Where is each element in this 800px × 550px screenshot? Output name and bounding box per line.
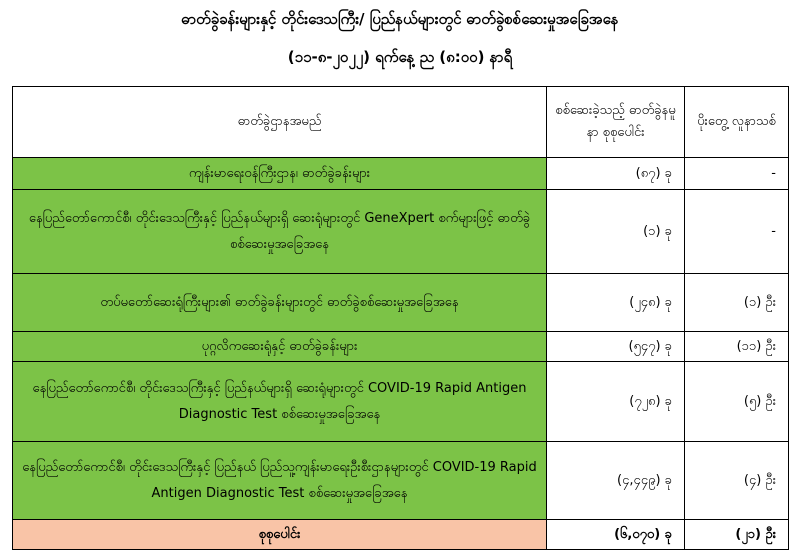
table-row — [13, 332, 789, 362]
header-found: ပိုးတွေ့ လူနာသစ် — [685, 87, 789, 158]
lab-name-cell: ပုဂ္ဂလိကဆေးရုံနှင့် ဓာတ်ခွဲခန်းများ — [13, 332, 547, 362]
lab-test-table — [12, 86, 789, 550]
lab-name-cell: ကျန်းမာရေးဝန်ကြီးဌာန၊ ဓာတ်ခွဲခန်းများ — [13, 158, 547, 190]
table-row — [13, 190, 789, 274]
report-title: ဓာတ်ခွဲခန်းများနှင့် တိုင်းဒေသကြီး/ ပြည်နယ်များတွင် ဓာတ်ခွဲစစ်ဆေးမှုအခြေအနေ — [181, 10, 619, 28]
lab-name-cell: နေပြည်တော်ကောင်စီ၊ တိုင်းဒေသကြီးနှင့် ပြည်နယ်များရှိ ဆေးရုံများတွင် GeneXpert စက်များဖြင့် ဓာတ်ခွဲစစ်ဆေးမှုအခြေအနေ — [13, 190, 547, 274]
total-row — [13, 520, 789, 550]
table-row — [13, 362, 789, 442]
found-cell: (၁) ဦး — [685, 274, 789, 332]
tested-cell: (၁) ခု — [547, 190, 685, 274]
tested-cell: (၅၄၇) ခု — [547, 332, 685, 362]
table-row — [13, 274, 789, 332]
table-row — [13, 442, 789, 520]
table-header-row — [13, 87, 789, 158]
lab-name-cell: နေပြည်တော်ကောင်စီ၊ တိုင်းဒေသကြီးနှင့် ပြည်နယ် ပြည်သူ့ကျန်းမာရေးဦးစီးဌာနများတွင် COVID-19 Rapid Antigen Diagnostic Test စစ်ဆေးမှုအခြေအနေ — [13, 442, 547, 520]
found-cell: - — [685, 158, 789, 190]
lab-name-cell: တပ်မတော်ဆေးရုံကြီးများ၏ ဓာတ်ခွဲခန်းများတွင် ဓာတ်ခွဲစစ်ဆေးမှုအခြေအနေ — [13, 274, 547, 332]
tested-cell: (၈၇) ခု — [547, 158, 685, 190]
found-cell: (၄) ဦး — [685, 442, 789, 520]
found-cell: - — [685, 190, 789, 274]
lab-name-cell: နေပြည်တော်ကောင်စီ၊ တိုင်းဒေသကြီးနှင့် ပြည်နယ်များရှိ ဆေးရုံများတွင် COVID-19 Rapid Antigen Diagnostic Test စစ်ဆေးမှုအခြေအနေ — [13, 362, 547, 442]
report-date: (၁၁-၈-၂၀၂၂) ရက်နေ့ ည (၈:၀၀) နာရီ — [287, 48, 513, 66]
total-label: စုစုပေါင်း — [13, 520, 547, 550]
tested-cell: (၂၄၈) ခု — [547, 274, 685, 332]
header-tested: စစ်ဆေးခဲ့သည့် ဓာတ်ခွဲနမူနာ စုစုပေါင်း — [547, 87, 685, 158]
table-row — [13, 158, 789, 190]
tested-cell: (၄,၄၄၉) ခု — [547, 442, 685, 520]
total-found: (၂၁) ဦး — [685, 520, 789, 550]
found-cell: (၅) ဦး — [685, 362, 789, 442]
header-lab-name: ဓာတ်ခွဲဌာနအမည် — [13, 87, 547, 158]
total-tested: (၆,၀၇၀) ခု — [547, 520, 685, 550]
tested-cell: (၇၂၈) ခု — [547, 362, 685, 442]
found-cell: (၁၁) ဦး — [685, 332, 789, 362]
